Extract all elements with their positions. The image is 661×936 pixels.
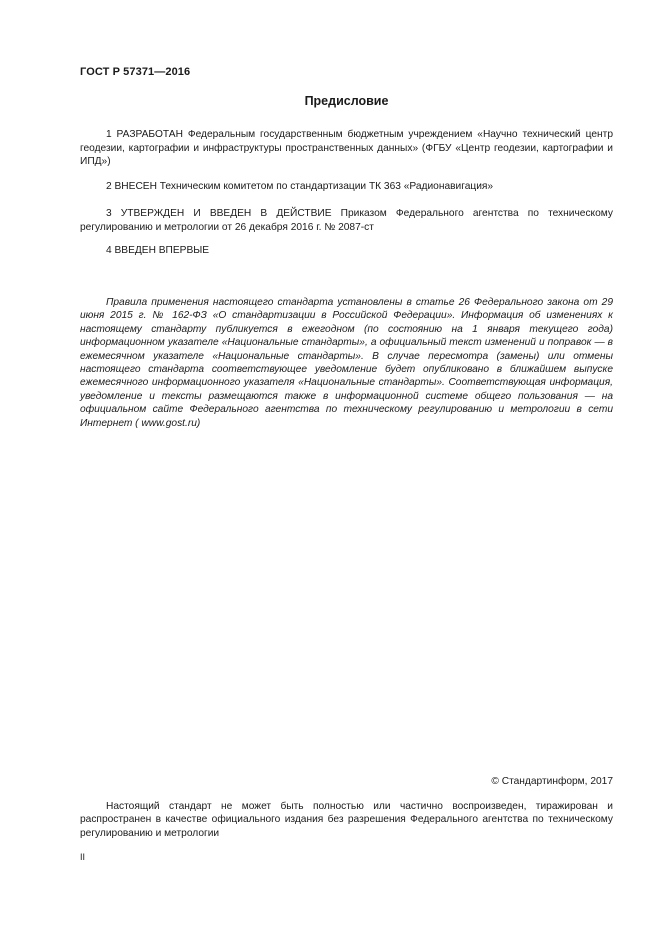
reproduction-rights-notice: Настоящий стандарт не может быть полностью или частично воспроизведен, тиражирован и распространен в качестве официального издания без разрешения Федерального агентства по техническому регулированию и метрологии <box>80 801 613 839</box>
application-rules-notice: Правила применения настоящего стандарта установлены в статье 26 Федерального закона от 29 июня 2015 г. № 162-ФЗ «О стандартизации в Российской Федерации». Информация об изменениях к настоящему стандарту публикуется в ежегодном (по состоянию на 1 января текущего года) информационном указателе «Национальные стандарты», а официальный текст изменений и поправок — в ежемесячном указателе «Национальные стандарты». В случае пересмотра (замены) или отмены настоящего стандарта соответствующее уведомление будет опубликовано в ближайшем выпуске ежемесячного информационного указателя «Национальные стандарты». Соответствующая информация, уведомление и тексты размещаются также в информационной системе общего пользования — на официальном сайте Федерального агентства по техническому регулированию и метрологии в сети Интернет ( www.gost.ru) <box>80 297 613 429</box>
section-title: Предисловие <box>304 94 389 108</box>
paragraph-developed-by: 1 РАЗРАБОТАН Федеральным государственным бюджетным учреждением «Научно технический центр геодезии, картографии и инфраструктуры пространственных данных» (ФГБУ «Центр геодезии, картографии и ИПД») <box>80 129 613 168</box>
paragraph-approved: 3 УТВЕРЖДЕН И ВВЕДЕН В ДЕЙСТВИЕ Приказом Федерального агентства по техническому регулированию и метрологии от 26 декабря 2016 г. № 2087-ст <box>80 208 613 233</box>
document-code: ГОСТ Р 57371—2016 <box>80 66 191 78</box>
page-number: II <box>80 852 86 862</box>
paragraph-submitted-by: 2 ВНЕСЕН Техническим комитетом по стандартизации ТК 363 «Радионавигация» <box>106 181 494 192</box>
paragraph-introduced-first: 4 ВВЕДЕН ВПЕРВЫЕ <box>106 245 210 256</box>
copyright-line: © Стандартинформ, 2017 <box>491 776 613 787</box>
